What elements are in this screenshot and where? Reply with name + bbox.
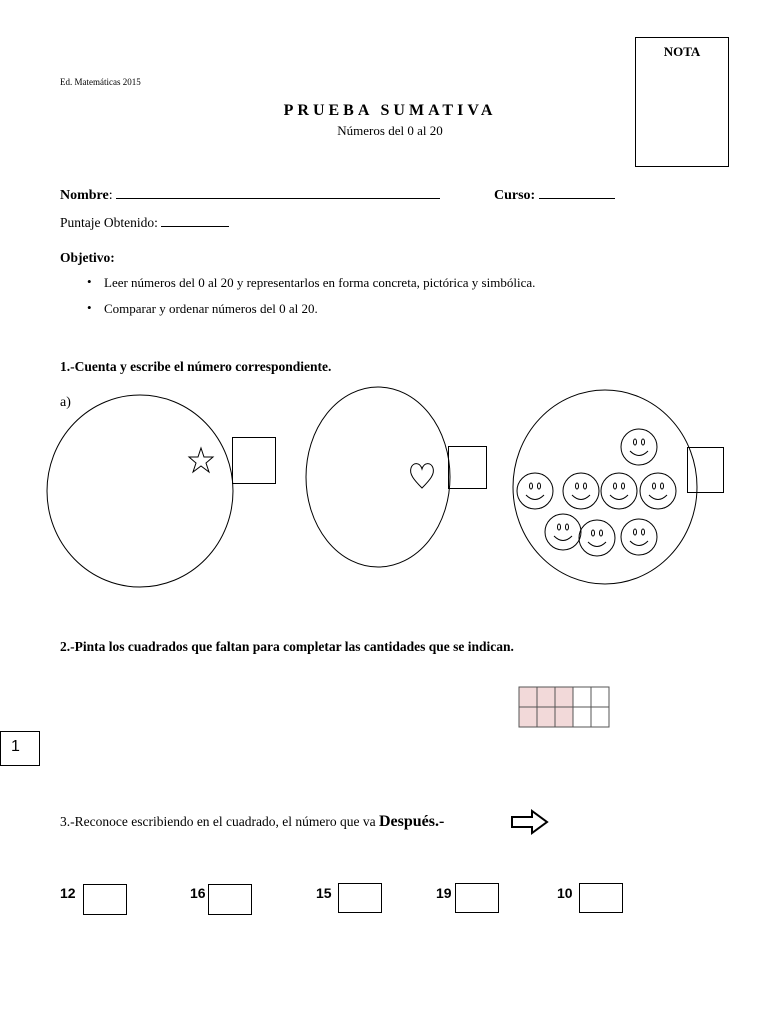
number-value: 19 — [436, 885, 452, 901]
question-3-emphasis: Después.- — [379, 813, 445, 830]
question-2-title: 2.-Pinta los cuadrados que faltan para completar las cantidades que se indican. — [60, 639, 514, 654]
smiley-icon — [545, 514, 581, 550]
number-value: 15 — [316, 885, 332, 901]
name-field[interactable] — [116, 198, 440, 199]
edition-text: Ed. Matemáticas 2015 — [60, 77, 141, 87]
smiley-icon — [601, 473, 637, 509]
grid-cell — [591, 687, 609, 707]
answer-box[interactable] — [208, 884, 252, 915]
star-icon — [189, 448, 213, 472]
grid-cell — [591, 707, 609, 727]
heart-icon — [411, 464, 434, 488]
number-item — [557, 885, 573, 901]
number-value: 16 — [190, 885, 206, 901]
grid-cell — [573, 687, 591, 707]
grade-box[interactable] — [635, 37, 729, 167]
grid-cell — [537, 707, 555, 727]
smiley-icon — [621, 429, 657, 465]
objective-item: • Comparar y ordenar números del 0 al 20. — [60, 301, 535, 327]
grade-box-label: NOTA — [663, 44, 701, 59]
smiley-group — [517, 429, 676, 556]
number-value: 12 — [60, 885, 76, 901]
page-subtitle: Números del 0 al 20 — [337, 123, 443, 138]
objective-list — [60, 275, 535, 327]
question-1-title: 1.-Cuenta y escribe el número correspondiente. — [60, 359, 332, 374]
score-row — [60, 215, 229, 231]
course-label: Curso: — [494, 188, 536, 203]
group-circle-1 — [47, 395, 233, 587]
grid-cell — [555, 687, 573, 707]
question-1-figures — [0, 380, 768, 600]
grid-cell — [519, 687, 537, 707]
smiley-icon — [640, 473, 676, 509]
objective-item: • Leer números del 0 al 20 y representarlos en forma concreta, pictórica y simbólica. — [60, 275, 535, 301]
number-item — [190, 885, 206, 901]
right-arrow-icon — [510, 808, 550, 836]
answer-box-3[interactable] — [687, 447, 724, 493]
name-row: Nombre: — [60, 188, 440, 204]
course-row — [494, 188, 615, 204]
number-value: 10 — [557, 885, 573, 901]
group-circle-2 — [306, 387, 450, 567]
question-3-text: 3.-Reconoce escribiendo en el cuadrado, el número que va — [60, 814, 379, 829]
grid-cell — [573, 707, 591, 727]
grid-cell — [519, 707, 537, 727]
number-item — [60, 885, 76, 901]
page-title: PRUEBA SUMATIVA — [283, 102, 497, 119]
course-field[interactable] — [539, 198, 615, 199]
answer-box[interactable] — [338, 883, 382, 913]
question-3-title — [60, 813, 444, 831]
smiley-icon — [563, 473, 599, 509]
smiley-icon — [579, 520, 615, 556]
score-label: Puntaje Obtenido: — [60, 215, 158, 230]
ten-frame-grid[interactable] — [518, 686, 612, 730]
answer-box-2[interactable] — [448, 446, 487, 489]
grid-cell — [555, 707, 573, 727]
answer-box[interactable] — [83, 884, 127, 915]
question-1-part-label: a) — [60, 395, 71, 410]
smiley-icon — [621, 519, 657, 555]
name-label: Nombre — [60, 188, 109, 203]
answer-box[interactable] — [455, 883, 499, 913]
grid-cell — [537, 687, 555, 707]
page-number: 1 — [0, 731, 40, 766]
number-item — [316, 885, 332, 901]
answer-box[interactable] — [579, 883, 623, 913]
number-item — [436, 885, 452, 901]
answer-box-1[interactable] — [232, 437, 276, 484]
score-field[interactable] — [161, 226, 229, 227]
objective-heading: Objetivo: — [60, 250, 115, 265]
smiley-icon — [517, 473, 553, 509]
